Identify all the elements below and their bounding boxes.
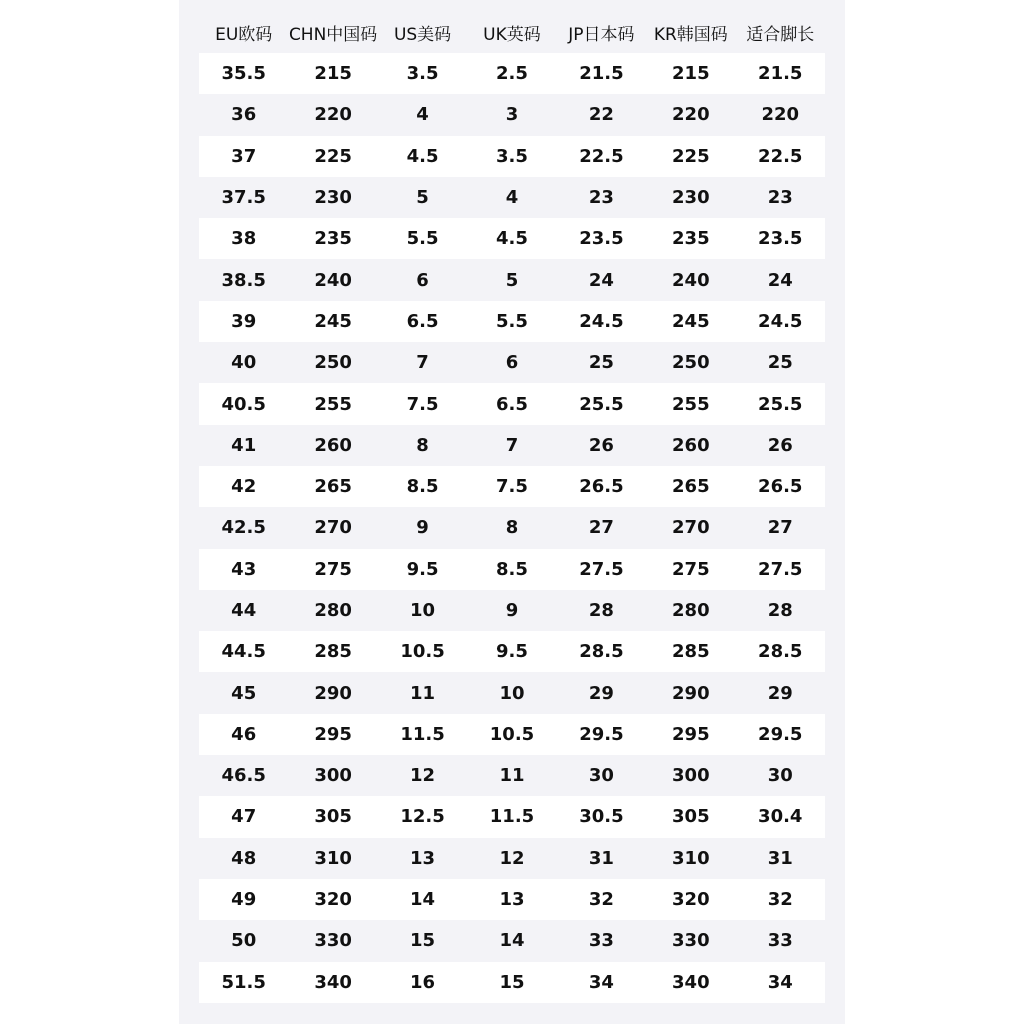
table-cell-eu-size: 38.5 — [199, 259, 288, 300]
table-cell-uk-size: 10.5 — [467, 714, 556, 755]
table-row — [199, 466, 825, 507]
table-cell-chn-size: 300 — [288, 755, 377, 796]
table-cell-us-size: 3.5 — [378, 53, 467, 94]
table-row — [199, 342, 825, 383]
table-cell-chn-size: 330 — [288, 920, 377, 961]
table-cell-uk-size: 12 — [467, 838, 556, 879]
table-cell-eu-size: 45 — [199, 672, 288, 713]
table-cell-foot-length: 27.5 — [736, 549, 825, 590]
table-row — [199, 425, 825, 466]
table-cell-us-size: 6.5 — [378, 301, 467, 342]
table-cell-jp-size: 24 — [557, 259, 646, 300]
table-cell-kr-size: 290 — [646, 672, 735, 713]
table-cell-kr-size: 240 — [646, 259, 735, 300]
table-cell-jp-size: 26.5 — [557, 466, 646, 507]
table-cell-foot-length: 29.5 — [736, 714, 825, 755]
table-row — [199, 838, 825, 879]
table-row — [199, 507, 825, 548]
table-cell-foot-length: 29 — [736, 672, 825, 713]
header-row — [199, 12, 825, 53]
table-cell-us-size: 9.5 — [378, 549, 467, 590]
table-cell-jp-size: 22 — [557, 94, 646, 135]
table-cell-us-size: 12 — [378, 755, 467, 796]
table-cell-us-size: 13 — [378, 838, 467, 879]
table-cell-chn-size: 225 — [288, 136, 377, 177]
table-cell-eu-size: 42.5 — [199, 507, 288, 548]
table-cell-us-size: 16 — [378, 962, 467, 1003]
table-cell-us-size: 8 — [378, 425, 467, 466]
table-cell-foot-length: 30.4 — [736, 796, 825, 837]
table-cell-uk-size: 6 — [467, 342, 556, 383]
table-cell-us-size: 5.5 — [378, 218, 467, 259]
table-cell-eu-size: 39 — [199, 301, 288, 342]
table-cell-eu-size: 46.5 — [199, 755, 288, 796]
table-cell-jp-size: 23 — [557, 177, 646, 218]
table-cell-us-size: 9 — [378, 507, 467, 548]
table-cell-foot-length: 25 — [736, 342, 825, 383]
table-row — [199, 549, 825, 590]
table-cell-kr-size: 305 — [646, 796, 735, 837]
table-cell-foot-length: 31 — [736, 838, 825, 879]
table-cell-uk-size: 13 — [467, 879, 556, 920]
column-header-us-size: US美码 — [393, 25, 452, 45]
table-cell-kr-size: 330 — [646, 920, 735, 961]
table-cell-foot-length: 220 — [736, 94, 825, 135]
table-cell-uk-size: 3 — [467, 94, 556, 135]
table-cell-uk-size: 9.5 — [467, 631, 556, 672]
table-cell-foot-length: 23.5 — [736, 218, 825, 259]
table-cell-uk-size: 15 — [467, 962, 556, 1003]
table-row — [199, 879, 825, 920]
table-cell-foot-length: 24.5 — [736, 301, 825, 342]
table-cell-eu-size: 44 — [199, 590, 288, 631]
table-cell-jp-size: 25.5 — [557, 383, 646, 424]
table-cell-eu-size: 35.5 — [199, 53, 288, 94]
table-cell-kr-size: 295 — [646, 714, 735, 755]
table-cell-chn-size: 305 — [288, 796, 377, 837]
table-cell-chn-size: 240 — [288, 259, 377, 300]
table-cell-eu-size: 42 — [199, 466, 288, 507]
table-cell-foot-length: 28 — [736, 590, 825, 631]
column-header-eu-size: EU欧码 — [215, 25, 273, 45]
table-cell-us-size: 14 — [378, 879, 467, 920]
table-row — [199, 136, 825, 177]
table-cell-eu-size: 37 — [199, 136, 288, 177]
table-row — [199, 590, 825, 631]
table-cell-us-size: 11.5 — [378, 714, 467, 755]
table-cell-chn-size: 250 — [288, 342, 377, 383]
table-cell-chn-size: 290 — [288, 672, 377, 713]
table-cell-eu-size: 41 — [199, 425, 288, 466]
table-cell-us-size: 5 — [378, 177, 467, 218]
table-cell-jp-size: 23.5 — [557, 218, 646, 259]
table-cell-jp-size: 30 — [557, 755, 646, 796]
table-cell-uk-size: 7 — [467, 425, 556, 466]
table-cell-kr-size: 250 — [646, 342, 735, 383]
table-cell-foot-length: 25.5 — [736, 383, 825, 424]
table-cell-uk-size: 14 — [467, 920, 556, 961]
table-cell-uk-size: 4.5 — [467, 218, 556, 259]
table-cell-eu-size: 50 — [199, 920, 288, 961]
table-cell-kr-size: 215 — [646, 53, 735, 94]
table-row — [199, 714, 825, 755]
table-cell-us-size: 11 — [378, 672, 467, 713]
table-cell-kr-size: 245 — [646, 301, 735, 342]
table-cell-chn-size: 295 — [288, 714, 377, 755]
table-cell-jp-size: 26 — [557, 425, 646, 466]
table-cell-chn-size: 245 — [288, 301, 377, 342]
table-cell-kr-size: 265 — [646, 466, 735, 507]
table-cell-jp-size: 28 — [557, 590, 646, 631]
table-row — [199, 53, 825, 94]
table-cell-chn-size: 255 — [288, 383, 377, 424]
table-cell-jp-size: 27.5 — [557, 549, 646, 590]
table-cell-kr-size: 280 — [646, 590, 735, 631]
table-cell-foot-length: 27 — [736, 507, 825, 548]
size-chart-table — [199, 12, 825, 1003]
table-cell-us-size: 4 — [378, 94, 467, 135]
table-cell-chn-size: 320 — [288, 879, 377, 920]
table-cell-foot-length: 30 — [736, 755, 825, 796]
table-cell-jp-size: 29 — [557, 672, 646, 713]
table-cell-uk-size: 11 — [467, 755, 556, 796]
table-cell-kr-size: 255 — [646, 383, 735, 424]
table-cell-uk-size: 8.5 — [467, 549, 556, 590]
table-cell-jp-size: 34 — [557, 962, 646, 1003]
table-cell-eu-size: 48 — [199, 838, 288, 879]
table-cell-eu-size: 40.5 — [199, 383, 288, 424]
table-cell-eu-size: 37.5 — [199, 177, 288, 218]
table-cell-jp-size: 28.5 — [557, 631, 646, 672]
column-header-jp-size: JP日本码 — [568, 25, 635, 45]
table-cell-us-size: 4.5 — [378, 136, 467, 177]
table-cell-chn-size: 340 — [288, 962, 377, 1003]
table-cell-chn-size: 285 — [288, 631, 377, 672]
table-cell-jp-size: 25 — [557, 342, 646, 383]
table-cell-uk-size: 4 — [467, 177, 556, 218]
table-cell-foot-length: 24 — [736, 259, 825, 300]
table-cell-foot-length: 23 — [736, 177, 825, 218]
table-cell-chn-size: 310 — [288, 838, 377, 879]
table-cell-eu-size: 49 — [199, 879, 288, 920]
table-cell-jp-size: 27 — [557, 507, 646, 548]
table-cell-foot-length: 33 — [736, 920, 825, 961]
table-cell-eu-size: 36 — [199, 94, 288, 135]
table-row — [199, 218, 825, 259]
table-cell-us-size: 8.5 — [378, 466, 467, 507]
table-cell-uk-size: 8 — [467, 507, 556, 548]
table-cell-chn-size: 275 — [288, 549, 377, 590]
table-cell-us-size: 15 — [378, 920, 467, 961]
size-chart-panel — [179, 0, 845, 1024]
table-cell-us-size: 10.5 — [378, 631, 467, 672]
table-cell-chn-size: 270 — [288, 507, 377, 548]
table-cell-eu-size: 47 — [199, 796, 288, 837]
column-header-foot-length: 适合脚长 — [746, 25, 815, 45]
table-cell-eu-size: 44.5 — [199, 631, 288, 672]
table-cell-eu-size: 38 — [199, 218, 288, 259]
table-cell-uk-size: 10 — [467, 672, 556, 713]
table-cell-uk-size: 3.5 — [467, 136, 556, 177]
table-cell-eu-size: 43 — [199, 549, 288, 590]
table-cell-foot-length: 26 — [736, 425, 825, 466]
table-cell-kr-size: 300 — [646, 755, 735, 796]
table-cell-eu-size: 40 — [199, 342, 288, 383]
table-cell-jp-size: 32 — [557, 879, 646, 920]
table-cell-kr-size: 310 — [646, 838, 735, 879]
table-cell-jp-size: 29.5 — [557, 714, 646, 755]
table-cell-jp-size: 31 — [557, 838, 646, 879]
table-row — [199, 962, 825, 1003]
table-cell-uk-size: 7.5 — [467, 466, 556, 507]
table-cell-us-size: 6 — [378, 259, 467, 300]
table-cell-kr-size: 235 — [646, 218, 735, 259]
table-cell-jp-size: 33 — [557, 920, 646, 961]
table-cell-us-size: 12.5 — [378, 796, 467, 837]
table-cell-chn-size: 280 — [288, 590, 377, 631]
table-cell-us-size: 10 — [378, 590, 467, 631]
table-row — [199, 259, 825, 300]
table-cell-kr-size: 230 — [646, 177, 735, 218]
table-cell-uk-size: 9 — [467, 590, 556, 631]
table-cell-jp-size: 21.5 — [557, 53, 646, 94]
table-cell-foot-length: 26.5 — [736, 466, 825, 507]
table-cell-foot-length: 34 — [736, 962, 825, 1003]
table-cell-jp-size: 22.5 — [557, 136, 646, 177]
column-header-uk-size: UK英码 — [483, 25, 541, 45]
table-cell-kr-size: 260 — [646, 425, 735, 466]
size-chart-body — [199, 53, 825, 1003]
table-cell-uk-size: 2.5 — [467, 53, 556, 94]
table-row — [199, 796, 825, 837]
table-cell-kr-size: 320 — [646, 879, 735, 920]
table-cell-uk-size: 5.5 — [467, 301, 556, 342]
table-cell-us-size: 7 — [378, 342, 467, 383]
table-cell-chn-size: 220 — [288, 94, 377, 135]
table-row — [199, 383, 825, 424]
table-cell-us-size: 7.5 — [378, 383, 467, 424]
column-header-chn-size: CHN中国码 — [288, 25, 378, 45]
table-cell-kr-size: 340 — [646, 962, 735, 1003]
table-cell-kr-size: 275 — [646, 549, 735, 590]
table-cell-foot-length: 21.5 — [736, 53, 825, 94]
table-cell-uk-size: 6.5 — [467, 383, 556, 424]
size-chart-header — [199, 12, 825, 53]
table-row — [199, 755, 825, 796]
table-cell-chn-size: 260 — [288, 425, 377, 466]
table-cell-uk-size: 11.5 — [467, 796, 556, 837]
table-row — [199, 920, 825, 961]
table-cell-chn-size: 230 — [288, 177, 377, 218]
table-cell-kr-size: 270 — [646, 507, 735, 548]
table-cell-jp-size: 30.5 — [557, 796, 646, 837]
table-cell-uk-size: 5 — [467, 259, 556, 300]
table-row — [199, 631, 825, 672]
table-row — [199, 94, 825, 135]
table-cell-foot-length: 28.5 — [736, 631, 825, 672]
table-cell-eu-size: 51.5 — [199, 962, 288, 1003]
column-header-kr-size: KR韩国码 — [653, 25, 728, 45]
table-row — [199, 177, 825, 218]
table-cell-kr-size: 220 — [646, 94, 735, 135]
table-cell-kr-size: 225 — [646, 136, 735, 177]
table-cell-eu-size: 46 — [199, 714, 288, 755]
table-cell-jp-size: 24.5 — [557, 301, 646, 342]
table-row — [199, 301, 825, 342]
table-row — [199, 672, 825, 713]
table-cell-chn-size: 265 — [288, 466, 377, 507]
table-cell-foot-length: 22.5 — [736, 136, 825, 177]
table-cell-chn-size: 215 — [288, 53, 377, 94]
table-cell-kr-size: 285 — [646, 631, 735, 672]
table-cell-chn-size: 235 — [288, 218, 377, 259]
table-cell-foot-length: 32 — [736, 879, 825, 920]
